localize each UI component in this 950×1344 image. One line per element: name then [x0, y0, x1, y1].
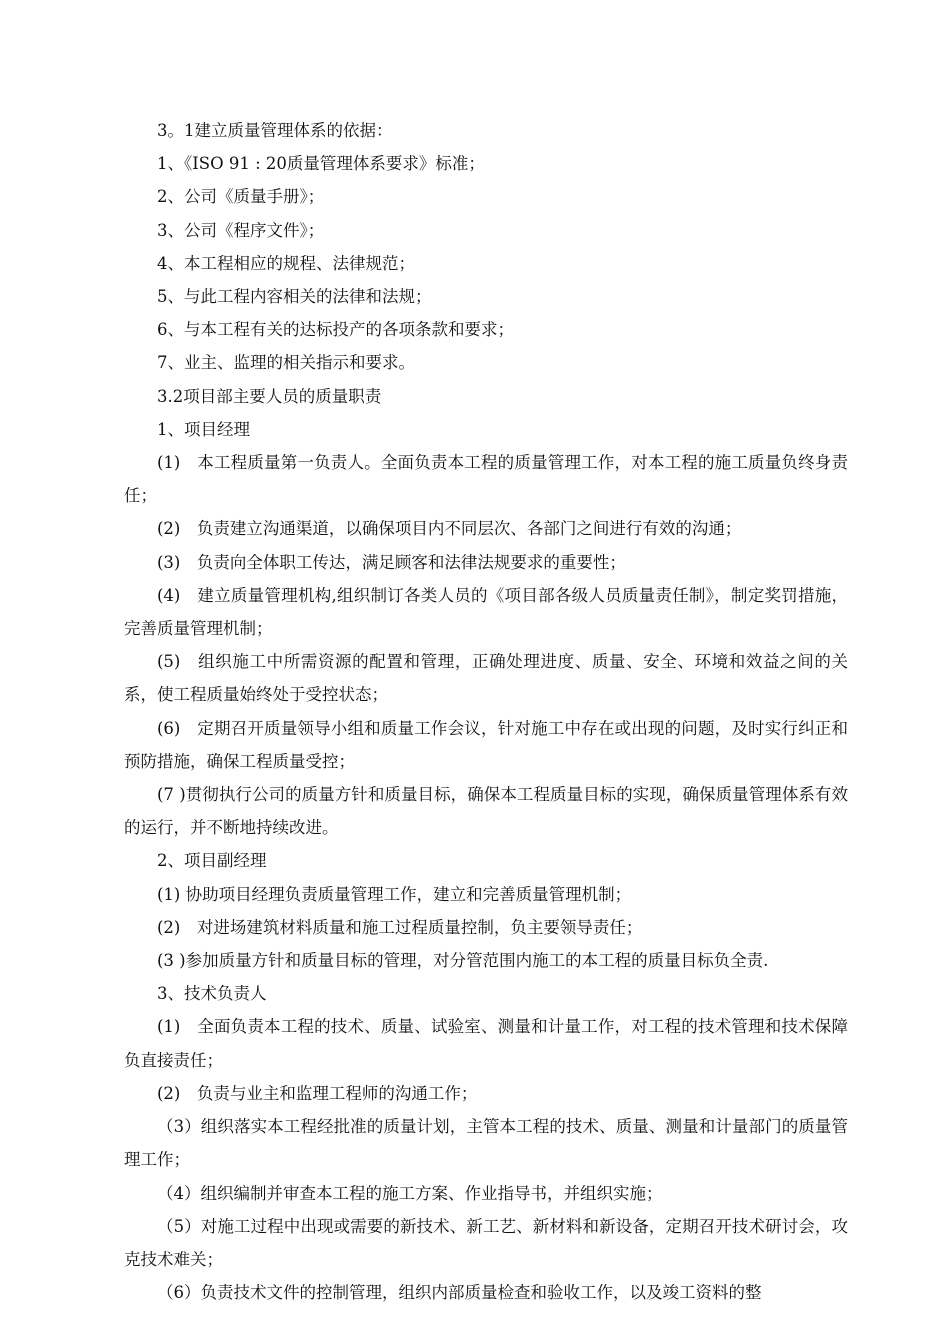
duty-item: (1) 本工程质量第一负责人。全面负责本工程的质量管理工作，对本工程的施工质量负终身责任； [124, 453, 848, 506]
list-item: 7、业主、监理的相关指示和要求。 [157, 353, 415, 373]
duty-item: (3) 负责向全体职工传达，满足顾客和法律法规要求的重要性； [157, 552, 626, 572]
duty-item: (2) 负责建立沟通渠道，以确保项目内不同层次、各部门之间进行有效的沟通； [157, 519, 742, 539]
role-heading: 3、技术负责人 [157, 984, 267, 1004]
duty-item: (4) 建立质量管理机构,组织制订各类人员的《项目部各级人员质量责任制》，制定奖罚措施，完善质量管理机制； [124, 585, 848, 639]
list-item: 2、公司《质量手册》； [157, 187, 325, 207]
list-item: 6、与本工程有关的达标投产的各项条款和要求； [157, 320, 514, 340]
duty-item: （5）对施工过程中出现或需要的新技术、新工艺、新材料和新设备，定期召开技术研讨会，攻克技术难关； [124, 1216, 848, 1269]
duty-item: （4）组织编制并审查本工程的施工方案、作业指导书，并组织实施； [157, 1183, 663, 1203]
duty-item: （3）组织落实本工程经批准的质量计划，主管本工程的技术、质量、测量和计量部门的质量管理工作； [124, 1117, 848, 1170]
duty-item: (7 )贯彻执行公司的质量方针和质量目标，确保本工程质量目标的实现，确保质量管理体系有效的运行，并不断地持续改进。 [124, 785, 848, 838]
duty-item: （6）负责技术文件的控制管理，组织内部质量检查和验收工作，以及竣工资料的整 [157, 1283, 762, 1303]
duty-item: (3 )参加质量方针和质量目标的管理，对分管范围内施工的本工程的质量目标负全责. [157, 951, 769, 971]
duty-item: (1) 协助项目经理负责质量管理工作，建立和完善质量管理机制； [157, 884, 632, 904]
heading-3-1: 3。1建立质量管理体系的依据： [157, 121, 393, 140]
list-item: 1、《ISO 91 : 20质量管理体系要求》标准； [157, 154, 485, 174]
role-heading: 1、项目经理 [157, 419, 250, 439]
duty-item: (5) 组织施工中所需资源的配置和管理，正确处理进度、质量、安全、环境和效益之间的关系，使工程质量始终处于受控状态； [124, 652, 848, 705]
list-item: 3、公司《程序文件》； [157, 220, 325, 240]
document-body [124, 114, 848, 1309]
list-item: 4、本工程相应的规程、法律规范； [157, 253, 415, 273]
list-item: 5、与此工程内容相关的法律和法规； [157, 287, 432, 307]
heading-3-2: 3.2项目部主要人员的质量职责 [157, 386, 382, 406]
duty-item: (1) 全面负责本工程的技术、质量、试验室、测量和计量工作，对工程的技术管理和技术保障负直接责任； [124, 1017, 848, 1070]
duty-item: (2) 负责与业主和监理工程师的沟通工作； [157, 1083, 478, 1103]
duty-item: (2) 对进场建筑材料质量和施工过程质量控制，负主要领导责任； [157, 917, 643, 937]
role-heading: 2、项目副经理 [157, 851, 267, 871]
duty-item: (6) 定期召开质量领导小组和质量工作会议，针对施工中存在或出现的问题，及时实行纠正和预防措施，确保工程质量受控； [124, 718, 848, 771]
